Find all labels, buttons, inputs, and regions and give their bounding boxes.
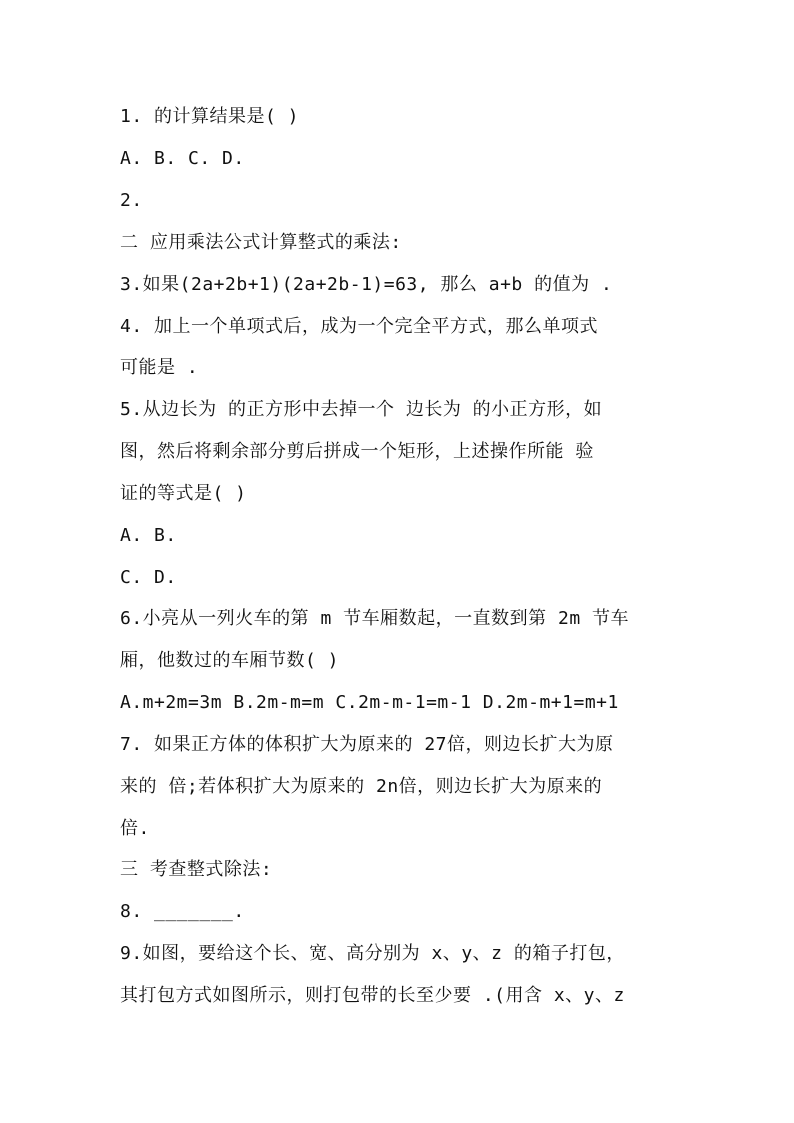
question-5-options-ab: A. B. xyxy=(120,525,177,546)
question-6: 6.小亮从一列火车的第 m 节车厢数起，一直数到第 2m 节车 xyxy=(120,608,630,629)
question-9-continued: 其打包方式如图所示，则打包带的长至少要 .(用含 x、y、z xyxy=(120,985,625,1006)
question-6-continued: 厢，他数过的车厢节数( ) xyxy=(120,650,340,671)
question-5-options-cd: C. D. xyxy=(120,567,177,588)
question-8: 8. _______. xyxy=(120,901,245,922)
question-6-options: A.m+2m=3m B.2m-m=m C.2m-m-1=m-1 D.2m-m+1=m+1 xyxy=(120,692,619,713)
section-3-heading: 三 考查整式除法: xyxy=(120,859,273,880)
question-5: 5.从边长为 的正方形中去掉一个 边长为 的小正方形，如 xyxy=(120,399,603,420)
question-7: 7. 如果正方体的体积扩大为原来的 27倍，则边长扩大为原 xyxy=(120,734,614,755)
question-4: 4. 加上一个单项式后，成为一个完全平方式，那么单项式 xyxy=(120,316,599,337)
question-2: 2. xyxy=(120,190,143,211)
section-2-heading: 二 应用乘法公式计算整式的乘法: xyxy=(120,232,402,253)
question-7-continued: 来的 倍;若体积扩大为原来的 2n倍，则边长扩大为原来的 xyxy=(120,776,603,797)
question-1: 1. 的计算结果是( ) xyxy=(120,106,300,127)
question-5-continued-2: 证的等式是( ) xyxy=(120,483,247,504)
question-9: 9.如图，要给这个长、宽、高分别为 x、y、z 的箱子打包， xyxy=(120,943,625,964)
question-4-continued: 可能是 . xyxy=(120,357,199,378)
question-5-continued: 图，然后将剩余部分剪后拼成一个矩形，上述操作所能 验 xyxy=(120,441,594,462)
question-1-options: A. B. C. D. xyxy=(120,148,245,169)
question-7-continued-2: 倍. xyxy=(120,818,150,839)
question-3: 3.如果(2a+2b+1)(2a+2b-1)=63, 那么 a+b 的值为 . xyxy=(120,274,613,295)
